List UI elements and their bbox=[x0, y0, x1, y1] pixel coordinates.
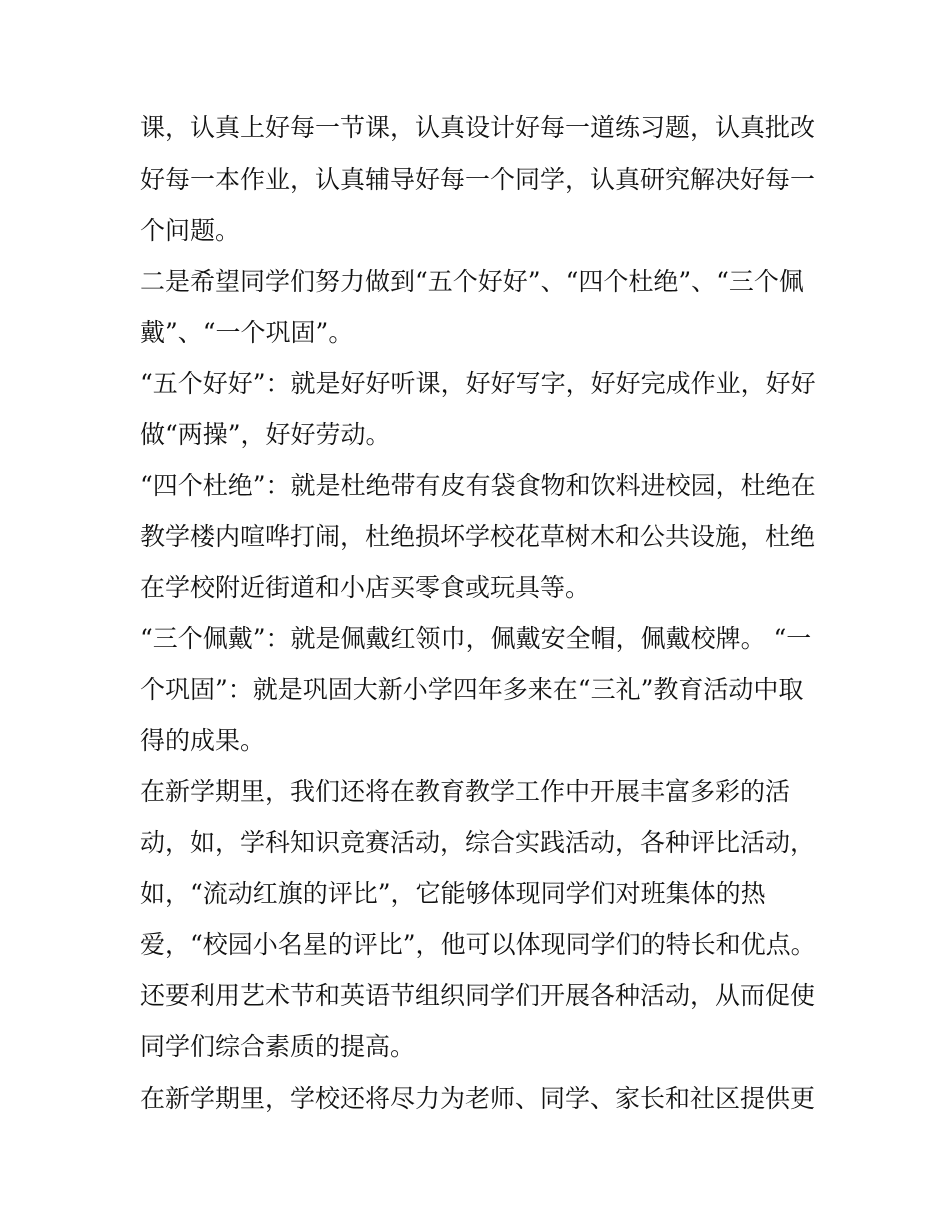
text-line: 做“两操”，好好劳动。 bbox=[140, 420, 391, 449]
text-line: 好每一本作业，认真辅导好每一个同学，认真研究解决好每一 bbox=[140, 165, 816, 194]
text-line: 在学校附近街道和小店买零食或玩具等。 bbox=[140, 573, 591, 602]
text-line: 个问题。 bbox=[140, 216, 241, 245]
text-line: 同学们综合素质的提高。 bbox=[140, 1032, 416, 1061]
text-line: “三个佩戴”：就是佩戴红领巾，佩戴安全帽，佩戴校牌。 “一 bbox=[140, 624, 812, 653]
text-line: 在新学期里，学校还将尽力为老师、同学、家长和社区提供更 bbox=[140, 1084, 816, 1113]
text-line: 得的成果。 bbox=[140, 726, 266, 755]
text-line: 戴”、“一个巩固”。 bbox=[140, 318, 354, 347]
text-line: 课，认真上好每一节课，认真设计好每一道练习题，认真批改 bbox=[140, 113, 816, 142]
text-line: “四个杜绝”：就是杜绝带有皮有袋食物和饮料进校园，杜绝在 bbox=[140, 471, 816, 500]
text-line: 还要利用艺术节和英语节组织同学们开展各种活动，从而促使 bbox=[140, 981, 816, 1010]
text-line: 爱，“校园小名星的评比”，他可以体现同学们的特长和优点。 bbox=[140, 930, 816, 959]
text-line: “五个好好”：就是好好听课，好好写字，好好完成作业，好好 bbox=[140, 369, 816, 398]
text-line: 在新学期里，我们还将在教育教学工作中开展丰富多彩的活 bbox=[140, 777, 791, 806]
text-line: 动，如，学科知识竞赛活动，综合实践活动，各种评比活动， bbox=[140, 828, 816, 857]
text-line: 如，“流动红旗的评比”，它能够体现同学们对班集体的热 bbox=[140, 879, 766, 908]
text-line: 教学楼内喧哗打闹，杜绝损坏学校花草树木和公共设施，杜绝 bbox=[140, 522, 816, 551]
text-line: 二是希望同学们努力做到“五个好好”、“四个杜绝”、“三个佩 bbox=[140, 267, 804, 296]
text-line: 个巩固”：就是巩固大新小学四年多来在“三礼”教育活动中取 bbox=[140, 675, 804, 704]
